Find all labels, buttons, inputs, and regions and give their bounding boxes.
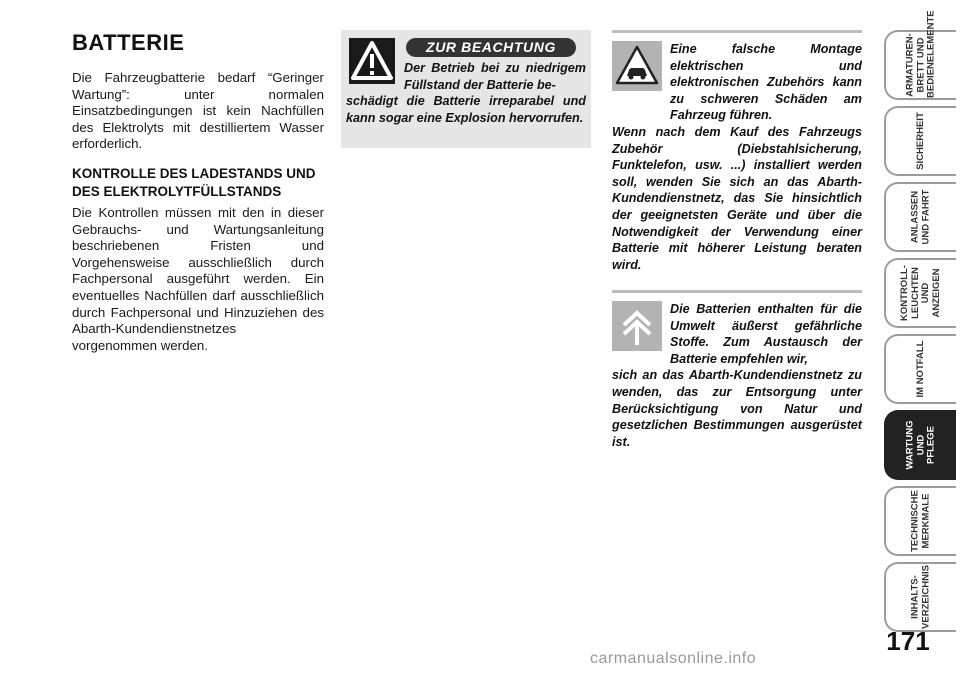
tab-label: TECHNISCHE MERKMALE [909, 490, 931, 552]
tab-wartung-pflege[interactable] [884, 410, 956, 480]
car-warning-icon [612, 41, 662, 91]
page-number: 171 [886, 626, 930, 656]
page-title: BATTERIE [72, 30, 185, 55]
tab-anlassen[interactable] [884, 182, 956, 252]
tab-label: ANLASSEN UND FAHRT [909, 189, 931, 245]
tab-label: KONTROLL- LEUCHTEN UND ANZEIGEN [899, 265, 942, 321]
tab-label: INHALTS- VERZEICHNIS [909, 565, 931, 629]
note-divider [612, 30, 862, 33]
note-accessories [612, 30, 862, 273]
note2-text-full: sich an das Abarth-Kundendienstnetz zu wenden, das zur Entsorgung unter Berücksichtigung von Natur und gesetzlichen Bestimmungen ausgerüstet ist. [612, 368, 862, 449]
tab-label: WARTUNG UND PFLEGE [904, 420, 937, 470]
tab-inhaltsverzeichnis[interactable] [884, 562, 956, 632]
warning-text-indented: Der Betrieb bei zu niedrigem Füllstand der Batterie be- [404, 61, 586, 92]
tab-technische-merkmale[interactable] [884, 486, 956, 556]
section-title: KONTROLLE DES LADESTANDS UND DES ELEKTROLYTFÜLLSTANDS [72, 165, 316, 199]
warning-text [346, 60, 586, 126]
tab-label: SICHERHEIT [914, 112, 926, 170]
warning-text-full: schädigt die Batterie irreparabel und kann sogar eine Explosion hervorrufen. [346, 94, 586, 125]
tab-im-notfall[interactable] [884, 334, 956, 404]
note2-text-indented: Die Batterien enthalten für die Umwelt äußerst gefährliche Stoffe. Zum Austausch der Batterie empfehlen wir, [670, 302, 862, 366]
tab-label: IM NOTFALL [914, 340, 926, 398]
note1-text-full: Wenn nach dem Kauf des Fahrzeugs Zubehör (Diebstahlsicherung, Funktelefon, usw. ...) installiert werden soll, wenden Sie sich an das Abarth-Kundendienstnetz, das Sie hinsichtlich der geeignetsten Geräte und über die Notwendigkeit der Verwendung einer Batterie mit höherer Leistung beraten wird. [612, 124, 862, 272]
main-column [72, 30, 324, 360]
warning-title: ZUR BEACHTUNG [406, 38, 576, 57]
note-environment [612, 290, 862, 450]
watermark: carmanualsonline.info [590, 650, 757, 667]
note-divider [612, 290, 862, 293]
tab-label: ARMATUREN- BRETT UND BEDIENELEMENTE [904, 10, 937, 98]
tab-sicherheit[interactable] [884, 106, 956, 176]
section-paragraph: Die Kontrollen müssen mit den in dieser Gebrauchs- und Wartungsanleitung beschriebenen Fristen und Vorgehensweise ausschließlich durch Fachpersonal ausgeführt werden. Ein eventuelles Nachfüllen darf ausschließlich durch Fachpersonal und Hinzuziehen des Abarth-Kundendienstnetzes vorgenommen werden. [72, 204, 324, 353]
note1-text-indented: Eine falsche Montage elektrischen und elektronischen Zubehörs kann zu schweren Schäden am Fahrzeug führen. [670, 42, 862, 123]
tab-kontrollleuchten[interactable] [884, 258, 956, 328]
tab-armaturenbrett[interactable] [884, 10, 956, 100]
intro-paragraph: Die Fahrzeugbatterie bedarf “Geringer Wartung”: unter normalen Einsatzbedingungen ist kein Nachfüllen des Elektrolyts mit destilliertem Wasser erforderlich. [72, 70, 324, 152]
environment-icon [612, 301, 662, 351]
